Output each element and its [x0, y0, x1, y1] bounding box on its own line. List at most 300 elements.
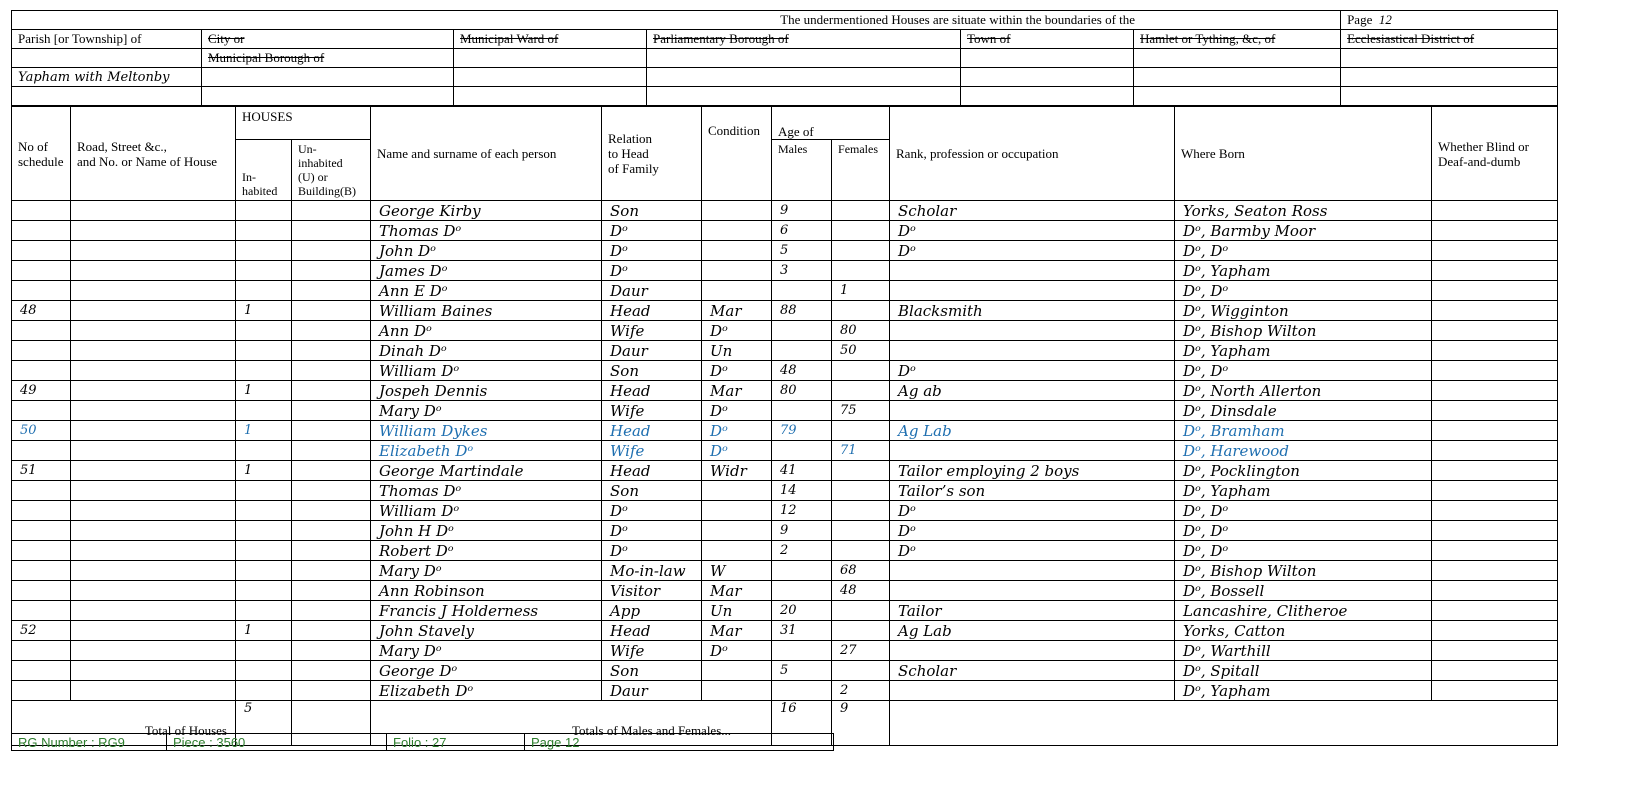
cell-blind: [1432, 681, 1558, 701]
cell-occupation: [890, 261, 1175, 281]
cell-females-age: 1: [832, 281, 890, 301]
cell-road: [71, 641, 236, 661]
col-uninhabited: Un- inhabited (U) or Building(B): [292, 140, 371, 201]
table-row: [12, 381, 1558, 401]
cell-blind: [1432, 661, 1558, 681]
cell-males-age: 79: [772, 421, 832, 441]
cell-females-age: [832, 621, 890, 641]
cell-uninhabited: [292, 281, 371, 301]
cell-relation: Dᵒ: [602, 221, 702, 241]
cell-condition: Mar: [702, 581, 772, 601]
cell-males-age: [772, 281, 832, 301]
census-rows: [12, 201, 1558, 701]
cell-uninhabited: [292, 221, 371, 241]
cell-uninhabited: [292, 661, 371, 681]
cell-females-age: [832, 521, 890, 541]
cell-birthplace: Dᵒ, Bishop Wilton: [1175, 321, 1432, 341]
cell-birthplace: Dᵒ, Dᵒ: [1175, 361, 1432, 381]
cell-occupation: Tailor employing 2 boys: [890, 461, 1175, 481]
cell-relation: Visitor: [602, 581, 702, 601]
cell-condition: [702, 541, 772, 561]
table-row: [12, 661, 1558, 681]
cell-occupation: Dᵒ: [890, 221, 1175, 241]
cell-relation: Daur: [602, 341, 702, 361]
cell-road: [71, 301, 236, 321]
cell-relation: Dᵒ: [602, 541, 702, 561]
cell-condition: Dᵒ: [702, 401, 772, 421]
cell-uninhabited: [292, 561, 371, 581]
cell-schedule: 52: [12, 621, 71, 641]
cell-person-name: Francis J Holderness: [371, 601, 602, 621]
table-row: [12, 421, 1558, 441]
cell-condition: Mar: [702, 301, 772, 321]
col-age: Age of: [772, 107, 890, 140]
total-houses-value: 5: [236, 701, 292, 746]
cell-females-age: 68: [832, 561, 890, 581]
ecclesiastical-label: Ecclesiastical District of: [1341, 30, 1558, 49]
folio-number: Folio : 27: [387, 734, 525, 751]
cell-occupation: [890, 441, 1175, 461]
col-born: Where Born: [1175, 107, 1432, 201]
cell-birthplace: Dᵒ, Pocklington: [1175, 461, 1432, 481]
town-label: Town of: [961, 30, 1134, 49]
cell-road: [71, 561, 236, 581]
cell-road: [71, 341, 236, 361]
cell-occupation: Dᵒ: [890, 501, 1175, 521]
table-row: [12, 341, 1558, 361]
cell-females-age: 2: [832, 681, 890, 701]
borough-label: Municipal Borough of: [202, 49, 454, 68]
cell-females-age: 71: [832, 441, 890, 461]
cell-inhabited: [236, 221, 292, 241]
col-houses: HOUSES: [236, 107, 371, 140]
table-row: [12, 241, 1558, 261]
cell-inhabited: [236, 361, 292, 381]
table-row: [12, 681, 1558, 701]
cell-males-age: 20: [772, 601, 832, 621]
cell-condition: Mar: [702, 621, 772, 641]
cell-blind: [1432, 481, 1558, 501]
census-table: [11, 106, 1558, 746]
cell-road: [71, 501, 236, 521]
cell-uninhabited: [292, 421, 371, 441]
table-row: [12, 321, 1558, 341]
cell-inhabited: [236, 681, 292, 701]
cell-uninhabited: [292, 341, 371, 361]
cell-relation: Son: [602, 481, 702, 501]
cell-schedule: [12, 661, 71, 681]
cell-road: [71, 681, 236, 701]
cell-blind: [1432, 621, 1558, 641]
cell-condition: [702, 661, 772, 681]
cell-uninhabited: [292, 641, 371, 661]
table-row: [12, 621, 1558, 641]
cell-relation: Dᵒ: [602, 261, 702, 281]
cell-schedule: 48: [12, 301, 71, 321]
cell-blind: [1432, 501, 1558, 521]
cell-schedule: [12, 281, 71, 301]
cell-birthplace: Dᵒ, Dᵒ: [1175, 241, 1432, 261]
cell-males-age: 3: [772, 261, 832, 281]
cell-schedule: [12, 341, 71, 361]
cell-occupation: Tailor’s son: [890, 481, 1175, 501]
cell-females-age: [832, 301, 890, 321]
cell-road: [71, 321, 236, 341]
cell-inhabited: 1: [236, 381, 292, 401]
cell-person-name: Mary Dᵒ: [371, 561, 602, 581]
cell-person-name: Robert Dᵒ: [371, 541, 602, 561]
cell-blind: [1432, 521, 1558, 541]
parish-value: Yapham with Meltonby: [12, 68, 202, 87]
col-males: Males: [772, 140, 832, 201]
table-row: [12, 261, 1558, 281]
cell-person-name: William Dᵒ: [371, 361, 602, 381]
cell-relation: Dᵒ: [602, 241, 702, 261]
cell-inhabited: [236, 241, 292, 261]
cell-occupation: [890, 561, 1175, 581]
cell-birthplace: Yorks, Catton: [1175, 621, 1432, 641]
cell-birthplace: Lancashire, Clitheroe: [1175, 601, 1432, 621]
cell-birthplace: Dᵒ, Bishop Wilton: [1175, 561, 1432, 581]
cell-males-age: 80: [772, 381, 832, 401]
cell-road: [71, 621, 236, 641]
cell-blind: [1432, 281, 1558, 301]
cell-females-age: [832, 601, 890, 621]
cell-relation: Dᵒ: [602, 521, 702, 541]
cell-occupation: [890, 321, 1175, 341]
cell-uninhabited: [292, 621, 371, 641]
ward-label: Municipal Ward of: [454, 30, 647, 49]
cell-schedule: [12, 601, 71, 621]
cell-females-age: [832, 421, 890, 441]
cell-birthplace: Dᵒ, Warthill: [1175, 641, 1432, 661]
cell-inhabited: [236, 201, 292, 221]
col-road: Road, Street &c., and No. or Name of House: [71, 107, 236, 201]
cell-blind: [1432, 601, 1558, 621]
reference-footer: [11, 733, 834, 751]
cell-inhabited: 1: [236, 421, 292, 441]
col-inhabited: In- habited: [236, 140, 292, 201]
cell-blind: [1432, 581, 1558, 601]
cell-males-age: 31: [772, 621, 832, 641]
cell-inhabited: 1: [236, 461, 292, 481]
cell-blind: [1432, 201, 1558, 221]
cell-road: [71, 441, 236, 461]
cell-relation: Wife: [602, 401, 702, 421]
cell-blind: [1432, 401, 1558, 421]
cell-females-age: [832, 481, 890, 501]
cell-road: [71, 281, 236, 301]
cell-birthplace: Dᵒ, Yapham: [1175, 481, 1432, 501]
cell-inhabited: [236, 401, 292, 421]
cell-road: [71, 481, 236, 501]
cell-inhabited: [236, 541, 292, 561]
cell-condition: W: [702, 561, 772, 581]
cell-relation: Dᵒ: [602, 501, 702, 521]
col-females: Females: [832, 140, 890, 201]
cell-condition: Dᵒ: [702, 321, 772, 341]
cell-females-age: [832, 501, 890, 521]
cell-schedule: [12, 581, 71, 601]
cell-person-name: William Baines: [371, 301, 602, 321]
cell-males-age: [772, 401, 832, 421]
table-row: [12, 461, 1558, 481]
cell-males-age: 88: [772, 301, 832, 321]
cell-uninhabited: [292, 581, 371, 601]
cell-relation: Head: [602, 621, 702, 641]
cell-females-age: [832, 221, 890, 241]
census-sheet: [11, 10, 1621, 746]
cell-males-age: [772, 441, 832, 461]
cell-occupation: Tailor: [890, 601, 1175, 621]
cell-schedule: [12, 521, 71, 541]
cell-birthplace: Dᵒ, Dinsdale: [1175, 401, 1432, 421]
cell-condition: Widr: [702, 461, 772, 481]
table-row: [12, 201, 1558, 221]
cell-females-age: [832, 361, 890, 381]
cell-occupation: Dᵒ: [890, 361, 1175, 381]
cell-uninhabited: [292, 401, 371, 421]
cell-relation: Head: [602, 301, 702, 321]
cell-schedule: [12, 201, 71, 221]
cell-uninhabited: [292, 381, 371, 401]
table-row: [12, 541, 1558, 561]
cell-condition: Dᵒ: [702, 421, 772, 441]
cell-blind: [1432, 241, 1558, 261]
total-persons-label: Totals of Males and Females...: [371, 701, 772, 746]
parliamentary-label: Parliamentary Borough of: [647, 30, 961, 49]
cell-occupation: Scholar: [890, 201, 1175, 221]
cell-condition: [702, 521, 772, 541]
cell-occupation: Blacksmith: [890, 301, 1175, 321]
cell-birthplace: Dᵒ, Dᵒ: [1175, 541, 1432, 561]
cell-condition: Mar: [702, 381, 772, 401]
cell-males-age: 41: [772, 461, 832, 481]
hamlet-label: Hamlet or Tything, &c, of: [1134, 30, 1341, 49]
cell-relation: App: [602, 601, 702, 621]
cell-birthplace: Dᵒ, Bramham: [1175, 421, 1432, 441]
cell-blind: [1432, 541, 1558, 561]
cell-blind: [1432, 221, 1558, 241]
cell-schedule: [12, 501, 71, 521]
cell-relation: Mo-in-law: [602, 561, 702, 581]
cell-inhabited: [236, 581, 292, 601]
cell-relation: Head: [602, 461, 702, 481]
cell-condition: Dᵒ: [702, 441, 772, 461]
cell-inhabited: [236, 601, 292, 621]
cell-inhabited: [236, 561, 292, 581]
cell-males-age: [772, 561, 832, 581]
cell-occupation: Dᵒ: [890, 521, 1175, 541]
cell-females-age: 80: [832, 321, 890, 341]
page-label: Page: [1347, 12, 1373, 27]
cell-road: [71, 361, 236, 381]
cell-females-age: [832, 661, 890, 681]
cell-road: [71, 601, 236, 621]
col-condition: Condition: [702, 107, 772, 201]
table-row: [12, 481, 1558, 501]
cell-condition: Dᵒ: [702, 361, 772, 381]
cell-relation: Son: [602, 661, 702, 681]
table-row: [12, 581, 1558, 601]
cell-blind: [1432, 641, 1558, 661]
cell-blind: [1432, 441, 1558, 461]
cell-schedule: 50: [12, 421, 71, 441]
cell-schedule: [12, 241, 71, 261]
cell-inhabited: 1: [236, 301, 292, 321]
cell-males-age: 9: [772, 201, 832, 221]
cell-blind: [1432, 301, 1558, 321]
cell-females-age: 75: [832, 401, 890, 421]
cell-condition: [702, 201, 772, 221]
cell-females-age: [832, 541, 890, 561]
cell-occupation: Ag Lab: [890, 621, 1175, 641]
cell-uninhabited: [292, 301, 371, 321]
cell-blind: [1432, 341, 1558, 361]
cell-schedule: 49: [12, 381, 71, 401]
col-name: Name and surname of each person: [371, 107, 602, 201]
cell-blind: [1432, 561, 1558, 581]
cell-person-name: Elizabeth Dᵒ: [371, 681, 602, 701]
cell-condition: [702, 261, 772, 281]
cell-occupation: [890, 681, 1175, 701]
cell-schedule: [12, 261, 71, 281]
cell-inhabited: [236, 261, 292, 281]
cell-relation: Wife: [602, 321, 702, 341]
parish-label: Parish [or Township] of: [12, 30, 202, 49]
cell-males-age: 14: [772, 481, 832, 501]
table-row: [12, 501, 1558, 521]
cell-condition: [702, 221, 772, 241]
cell-birthplace: Dᵒ, Barmby Moor: [1175, 221, 1432, 241]
cell-males-age: [772, 641, 832, 661]
cell-schedule: 51: [12, 461, 71, 481]
cell-occupation: [890, 341, 1175, 361]
cell-females-age: [832, 261, 890, 281]
page-number-cell: [1341, 11, 1558, 30]
table-row: [12, 301, 1558, 321]
piece-number: Piece : 3560: [167, 734, 387, 751]
cell-road: [71, 381, 236, 401]
cell-road: [71, 421, 236, 441]
cell-road: [71, 661, 236, 681]
page-value: 12: [1378, 12, 1392, 27]
cell-person-name: Thomas Dᵒ: [371, 221, 602, 241]
cell-males-age: 5: [772, 241, 832, 261]
cell-females-age: [832, 241, 890, 261]
cell-person-name: Ann E Dᵒ: [371, 281, 602, 301]
table-row: [12, 561, 1558, 581]
cell-birthplace: Dᵒ, North Allerton: [1175, 381, 1432, 401]
cell-occupation: Ag Lab: [890, 421, 1175, 441]
col-occupation: Rank, profession or occupation: [890, 107, 1175, 201]
cell-uninhabited: [292, 201, 371, 221]
cell-person-name: Jospeh Dennis: [371, 381, 602, 401]
cell-condition: Un: [702, 601, 772, 621]
cell-uninhabited: [292, 501, 371, 521]
cell-schedule: [12, 481, 71, 501]
cell-females-age: [832, 201, 890, 221]
cell-males-age: [772, 321, 832, 341]
cell-road: [71, 261, 236, 281]
cell-birthplace: Dᵒ, Dᵒ: [1175, 281, 1432, 301]
cell-relation: Head: [602, 381, 702, 401]
cell-occupation: Dᵒ: [890, 541, 1175, 561]
boundaries-text: The undermentioned Houses are situate within the boundaries of the: [12, 11, 1341, 30]
cell-schedule: [12, 221, 71, 241]
cell-birthplace: Dᵒ, Yapham: [1175, 341, 1432, 361]
cell-uninhabited: [292, 681, 371, 701]
cell-males-age: 48: [772, 361, 832, 381]
cell-birthplace: Dᵒ, Bossell: [1175, 581, 1432, 601]
cell-occupation: Dᵒ: [890, 241, 1175, 261]
cell-schedule: [12, 561, 71, 581]
cell-relation: Son: [602, 361, 702, 381]
cell-person-name: James Dᵒ: [371, 261, 602, 281]
cell-inhabited: [236, 521, 292, 541]
cell-road: [71, 201, 236, 221]
cell-road: [71, 521, 236, 541]
cell-uninhabited: [292, 481, 371, 501]
table-row: [12, 281, 1558, 301]
cell-schedule: [12, 441, 71, 461]
cell-blind: [1432, 361, 1558, 381]
cell-males-age: 2: [772, 541, 832, 561]
cell-birthplace: Yorks, Seaton Ross: [1175, 201, 1432, 221]
cell-inhabited: [236, 641, 292, 661]
cell-person-name: Ann Robinson: [371, 581, 602, 601]
cell-birthplace: Dᵒ, Harewood: [1175, 441, 1432, 461]
cell-uninhabited: [292, 241, 371, 261]
cell-occupation: [890, 641, 1175, 661]
cell-condition: [702, 681, 772, 701]
cell-condition: [702, 501, 772, 521]
cell-inhabited: [236, 321, 292, 341]
cell-road: [71, 241, 236, 261]
cell-males-age: [772, 341, 832, 361]
cell-schedule: [12, 361, 71, 381]
cell-condition: [702, 281, 772, 301]
cell-females-age: [832, 461, 890, 481]
col-schedule: No of schedule: [12, 107, 71, 201]
cell-blind: [1432, 321, 1558, 341]
cell-males-age: [772, 681, 832, 701]
cell-uninhabited: [292, 601, 371, 621]
cell-inhabited: [236, 501, 292, 521]
cell-inhabited: 1: [236, 621, 292, 641]
total-houses-label: Total of Houses: [12, 701, 236, 746]
cell-blind: [1432, 381, 1558, 401]
cell-road: [71, 541, 236, 561]
cell-person-name: George Kirby: [371, 201, 602, 221]
cell-inhabited: [236, 481, 292, 501]
cell-males-age: 6: [772, 221, 832, 241]
cell-person-name: William Dykes: [371, 421, 602, 441]
table-row: [12, 521, 1558, 541]
cell-inhabited: [236, 281, 292, 301]
cell-person-name: Thomas Dᵒ: [371, 481, 602, 501]
page-reference: Page 12: [525, 734, 834, 751]
cell-occupation: Scholar: [890, 661, 1175, 681]
table-row: [12, 441, 1558, 461]
cell-birthplace: Dᵒ, Dᵒ: [1175, 501, 1432, 521]
cell-females-age: 48: [832, 581, 890, 601]
cell-person-name: Dinah Dᵒ: [371, 341, 602, 361]
cell-relation: Head: [602, 421, 702, 441]
cell-person-name: John Stavely: [371, 621, 602, 641]
col-blind: Whether Blind or Deaf-and-dumb: [1432, 107, 1558, 201]
cell-person-name: William Dᵒ: [371, 501, 602, 521]
